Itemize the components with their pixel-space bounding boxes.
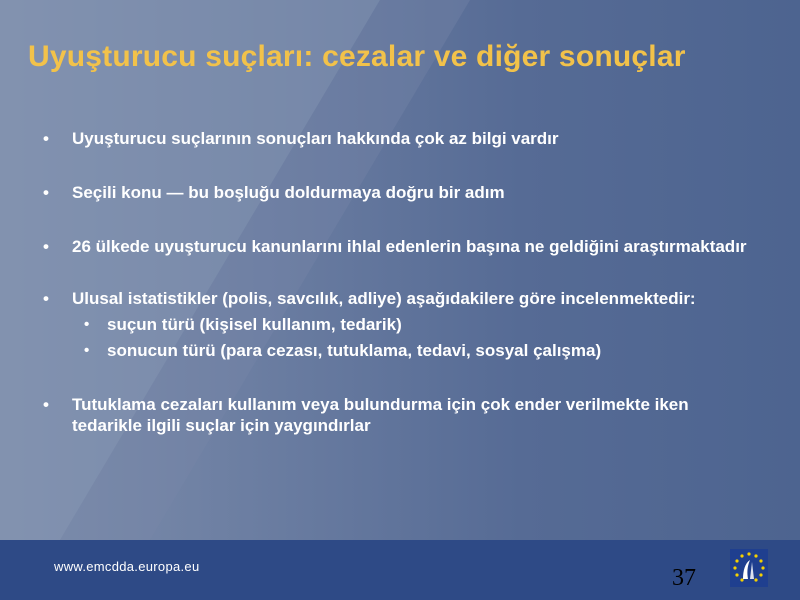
slide-title: Uyuşturucu suçları: cezalar ve diğer sonuçlar: [28, 40, 686, 73]
sub-bullet-item: [72, 338, 760, 364]
bullet-text: Tutuklama cezaları kullanım veya bulundurma için çok ender verilmekte iken tedarikle ilgili suçlar için yaygındırlar: [72, 395, 689, 435]
footer-bar: [0, 540, 800, 600]
sub-bullet-text: sonucun türü (para cezası, tutuklama, tedavi, sosyal çalışma): [107, 341, 602, 360]
bullet-item: [40, 394, 760, 436]
bullet-dot-icon: •: [43, 395, 49, 414]
bullet-dot-icon: •: [43, 289, 49, 308]
bullet-text: Uyuşturucu suçlarının sonuçları hakkında çok az bilgi vardır: [72, 129, 559, 148]
sub-bullet-list: [72, 312, 760, 364]
sub-bullet-dot-icon: •: [84, 342, 90, 359]
bullet-item: [40, 128, 760, 149]
bullet-list: [40, 128, 760, 436]
sub-bullet-dot-icon: •: [84, 316, 90, 333]
bullet-dot-icon: •: [43, 237, 49, 256]
bullet-text: 26 ülkede uyuşturucu kanunlarını ihlal edenlerin başına ne geldiğini araştırmaktadır: [72, 237, 747, 256]
page-number: 37: [672, 565, 696, 591]
sub-bullet-item: [72, 312, 760, 338]
bullet-text: Seçili konu — bu boşluğu doldurmaya doğru bir adım: [72, 183, 505, 202]
bullet-item: [40, 236, 760, 257]
sub-bullet-text: suçun türü (kişisel kullanım, tedarik): [107, 315, 402, 334]
bullet-dot-icon: •: [43, 183, 49, 202]
website-url[interactable]: www.emcdda.europa.eu: [54, 559, 200, 574]
bullet-item: [40, 288, 760, 364]
bullet-item: [40, 182, 760, 203]
emcdda-eu-stars-logo-icon: [730, 549, 768, 587]
bullet-dot-icon: •: [43, 129, 49, 148]
bullet-text: Ulusal istatistikler (polis, savcılık, adliye) aşağıdakilere göre incelenmektedir:: [72, 289, 696, 308]
